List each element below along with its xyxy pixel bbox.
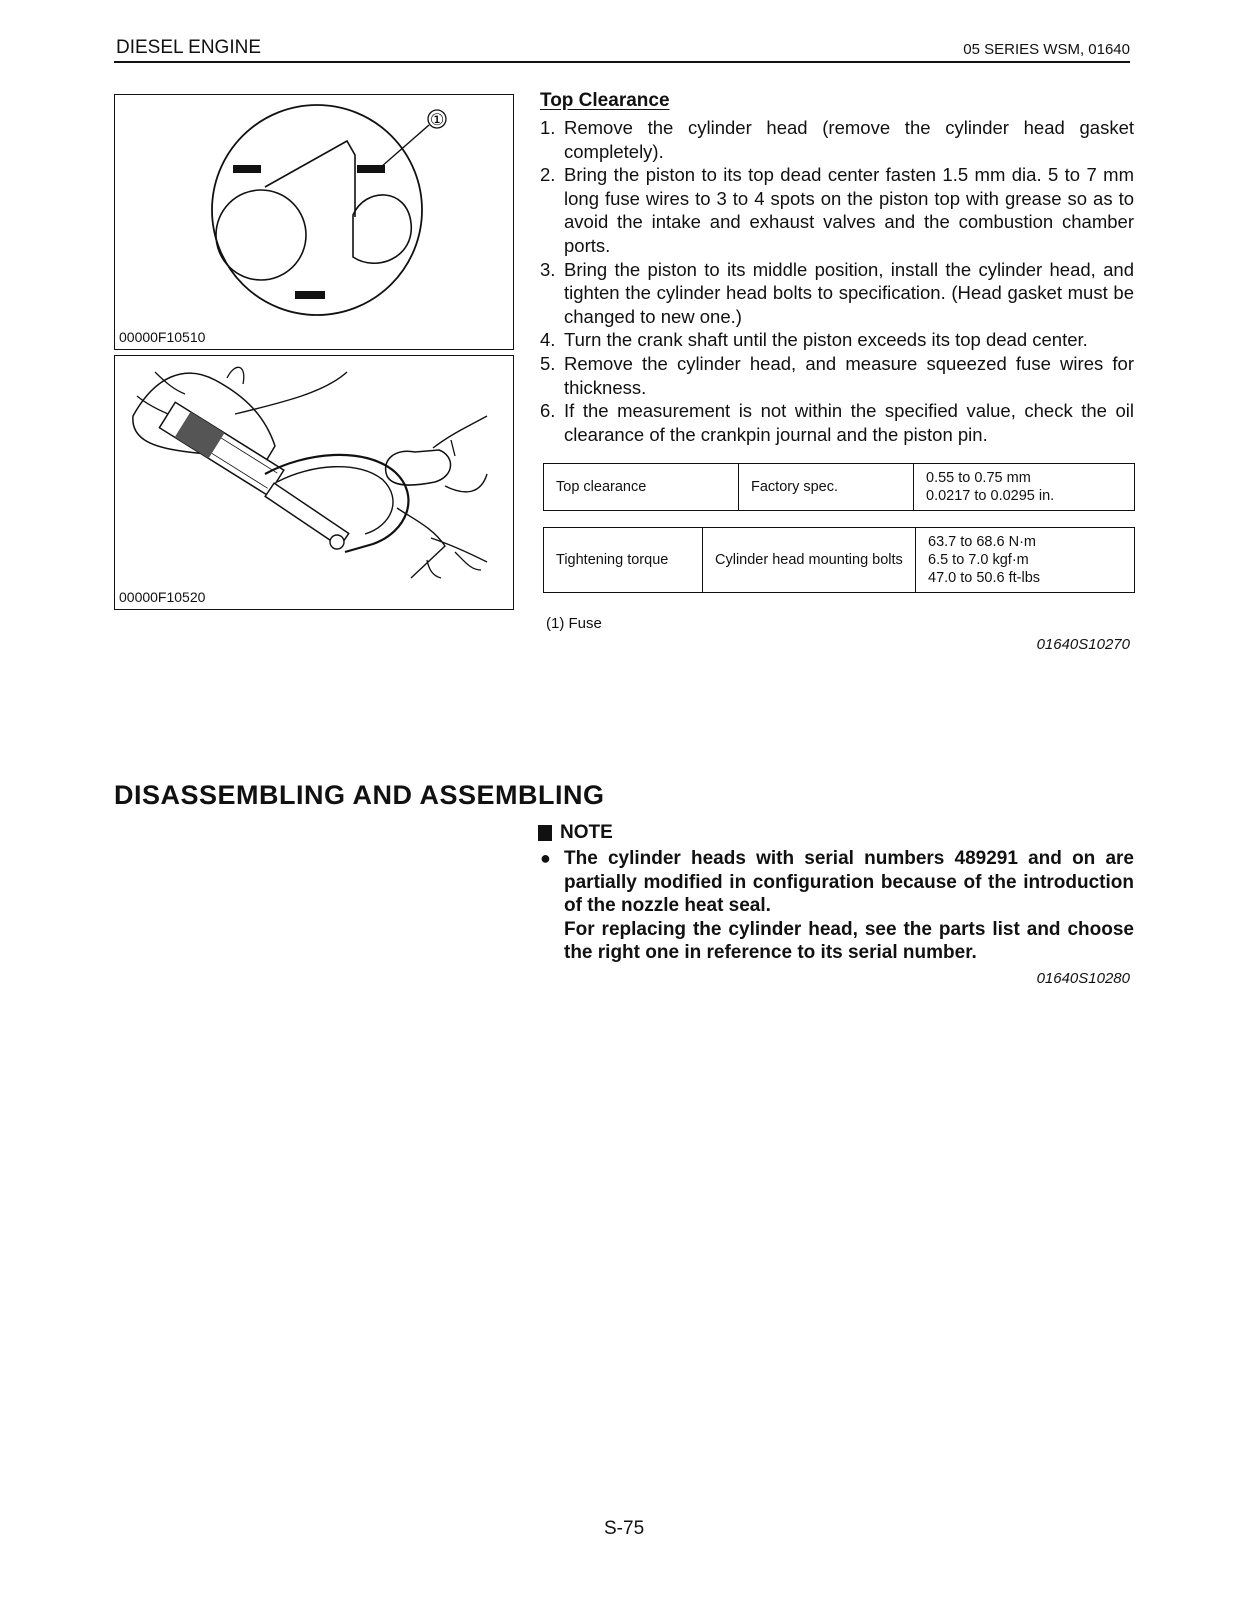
section-code: 01640S10280 (1036, 970, 1130, 987)
hand-right-thumb (386, 450, 451, 485)
step-text: Turn the crank shaft until the piston exceeds its top dead center. (564, 329, 1088, 351)
procedure-step (540, 116, 1134, 163)
fuse-wire-1 (233, 165, 261, 173)
square-icon (538, 825, 552, 841)
fuse-wire-2 (357, 165, 385, 173)
note-paragraph: The cylinder heads with serial numbers 489291 and on are partially modified in configuration because of the introduction of the nozzle heat seal. (564, 848, 1134, 917)
note-label-text: NOTE (560, 822, 613, 843)
note-paragraph: For replacing the cylinder head, see the parts list and choose the right one in reference to its serial number. (564, 918, 1134, 964)
torque-value-ftlbs: 47.0 to 50.6 ft-lbs (928, 570, 1041, 586)
step-text: Remove the cylinder head, and measure squeezed fuse wires for thickness. (564, 352, 1134, 398)
hand-right-outline (397, 416, 487, 578)
procedure-step (540, 399, 1134, 446)
header-section-title: DIESEL ENGINE (116, 37, 262, 58)
step-text: Bring the piston to its middle position, install the cylinder head, and tighten the cylinder head bolts to specification. (Head gasket must be changed to new one.) (564, 258, 1134, 327)
figure-code: 00000F10510 (119, 329, 206, 345)
step-number: 2. (540, 164, 556, 186)
torque-value-cell (916, 528, 1135, 593)
spec-value-cell (914, 464, 1135, 511)
bullet-icon: ● (540, 848, 551, 868)
procedure-step (540, 258, 1134, 329)
note-body (540, 847, 1134, 965)
valve-recess-left (216, 190, 306, 280)
spec-item-cell: Top clearance (544, 464, 739, 511)
spec-value-imperial: 0.0217 to 0.0295 in. (926, 488, 1055, 504)
hand-left-fingers (137, 367, 244, 416)
table-row (544, 528, 1135, 593)
micrometer-illustration (115, 356, 513, 609)
micrometer-anvil (330, 535, 344, 549)
spec-table-top-clearance (543, 463, 1135, 511)
step-number: 5. (540, 352, 556, 374)
step-text: If the measurement is not within the specified value, check the oil clearance of the crankpin journal and the piston pin. (564, 400, 1134, 445)
callout-leader (381, 125, 429, 167)
valve-recess-right (353, 195, 411, 263)
step-text: Bring the piston to its top dead center fasten 1.5 mm dia. 5 to 7 mm long fuse wires to 3 to 4 spots on the piston top with grease so as to avoid the intake and exhaust valves and the combustion chamber ports. (564, 164, 1134, 256)
spec-table-tightening-torque (543, 527, 1135, 593)
step-text: Remove the cylinder head (remove the cylinder head gasket completely). (564, 117, 1134, 162)
section-code: 01640S10270 (1036, 636, 1130, 653)
torque-part-cell: Cylinder head mounting bolts (703, 528, 916, 593)
note-text (564, 847, 1134, 965)
spec-value-metric: 0.55 to 0.75 mm (926, 470, 1031, 486)
piston-top-illustration (115, 95, 513, 349)
header-manual-id: 05 SERIES WSM, 01640 (963, 41, 1130, 58)
step-number: 4. (540, 329, 556, 351)
torque-value-kgfm: 6.5 to 7.0 kgf·m (928, 552, 1029, 568)
figure-piston-top (114, 94, 514, 350)
procedure-step (540, 352, 1134, 399)
section-title-top-clearance: Top Clearance (540, 90, 670, 111)
micrometer-thimble (159, 402, 283, 495)
step-number: 1. (540, 117, 556, 138)
note-label (538, 822, 613, 844)
combustion-chamber-outline (265, 141, 355, 217)
table-row (544, 464, 1135, 511)
spec-type-cell: Factory spec. (739, 464, 914, 511)
procedure-step (540, 328, 1134, 352)
hand-right-fingers (427, 440, 481, 578)
torque-value-nm: 63.7 to 68.6 N·m (928, 534, 1036, 550)
header-rule (114, 61, 1130, 63)
torque-item-cell: Tightening torque (544, 528, 703, 593)
procedure-step (540, 163, 1134, 257)
piston-crown-outline (212, 105, 422, 315)
step-number: 3. (540, 258, 556, 280)
figure-micrometer (114, 355, 514, 610)
figure-legend: (1) Fuse (546, 615, 602, 632)
fuse-wire-3 (295, 291, 325, 299)
section-heading-disassembling: DISASSEMBLING AND ASSEMBLING (114, 780, 605, 810)
callout-number: ① (429, 110, 445, 129)
page-number: S-75 (604, 1518, 645, 1539)
figure-code: 00000F10520 (119, 589, 206, 605)
step-number: 6. (540, 400, 556, 422)
procedure-steps (540, 116, 1134, 446)
